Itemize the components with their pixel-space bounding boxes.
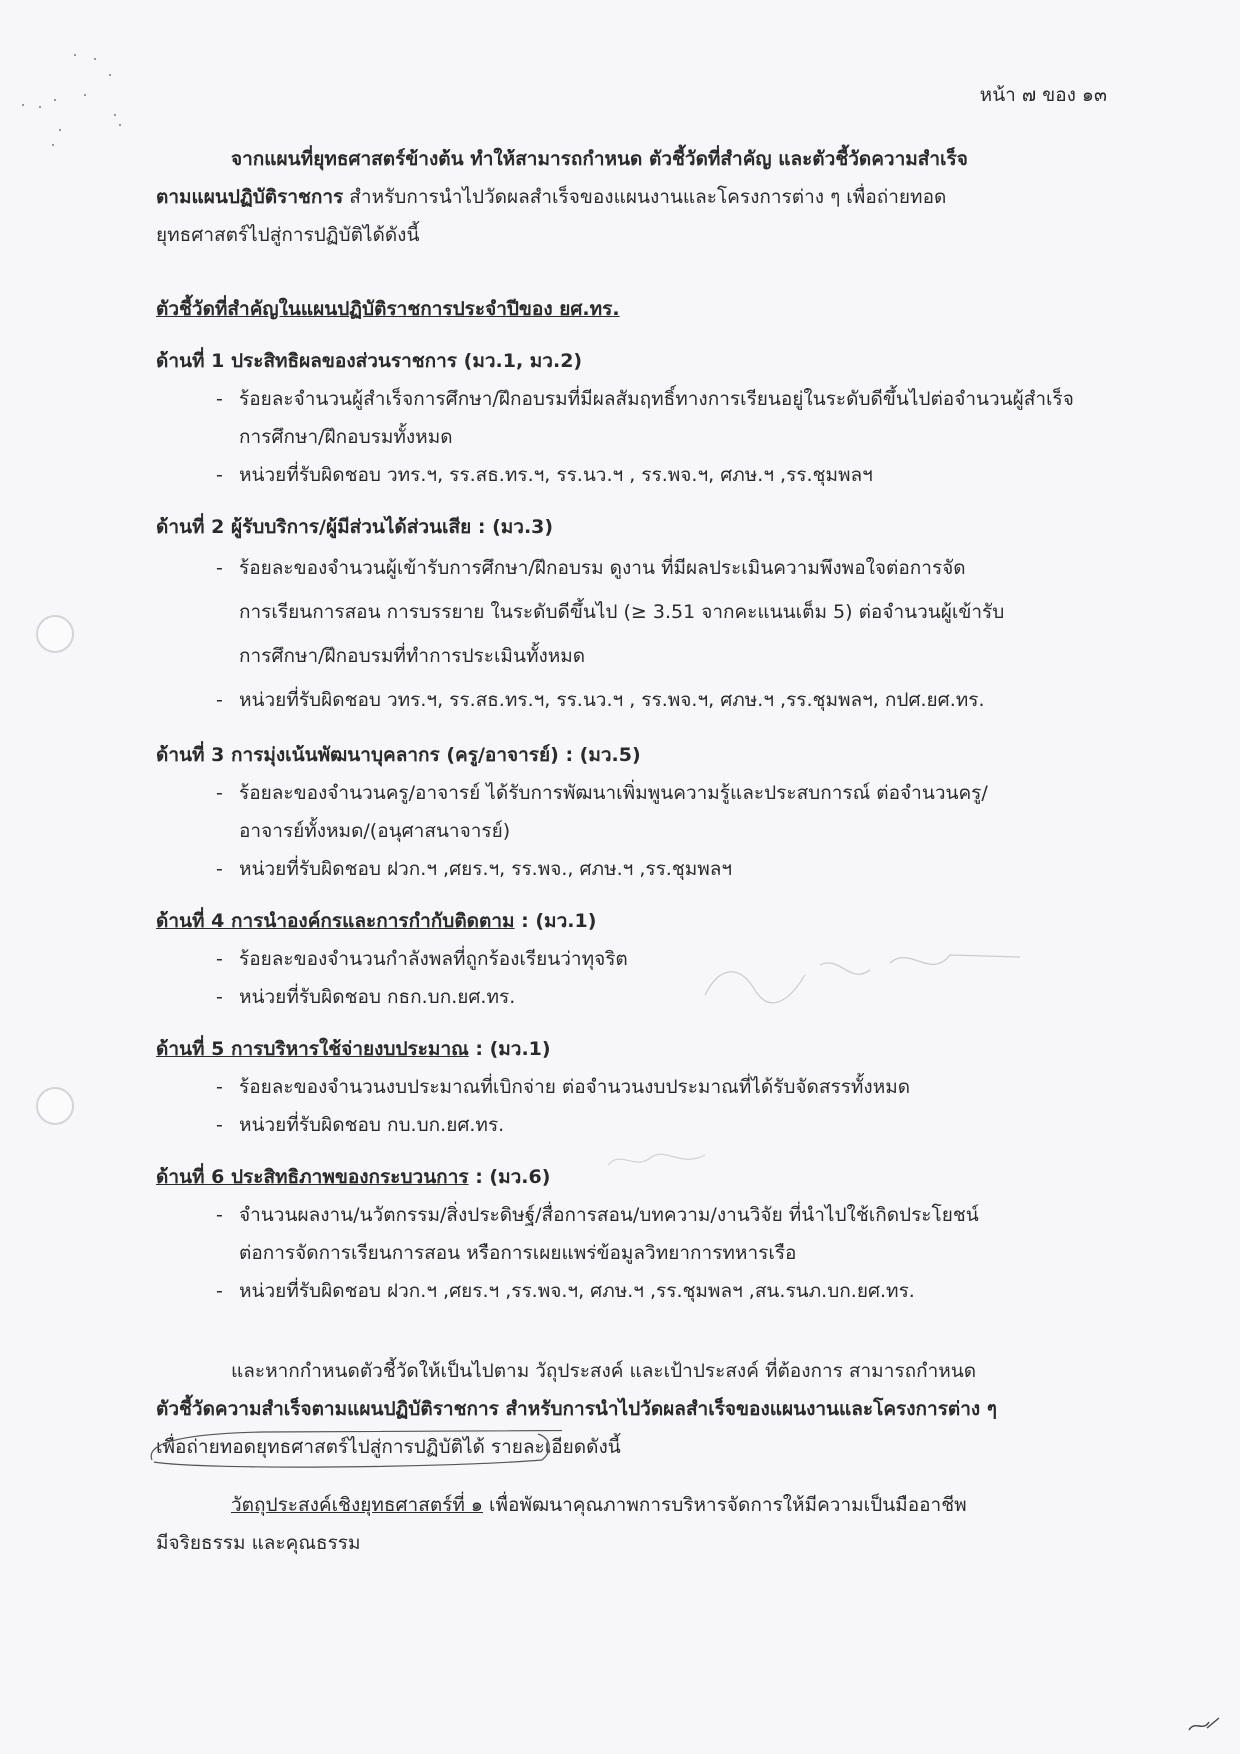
indicator-item: - ร้อยละของจำนวนครู/อาจารย์ ได้รับการพัฒนาเพิ่มพูนความรู้และประสบการณ์ ต่อจำนวนครู/ [216, 782, 988, 804]
punch-hole-top [36, 615, 74, 653]
responsible-item: - หน่วยที่รับผิดชอบ วทร.ฯ, รร.สธ.ทร.ฯ, รร.นว.ฯ , รร.พจ.ฯ, ศภษ.ฯ ,รร.ชุมพลฯ, กปศ.ยศ.ทร. [216, 689, 985, 711]
objective-line-1: วัตถุประสงค์เชิงยุทธศาสตร์ที่ ๑ เพื่อพัฒนาคุณภาพการบริหารจัดการให้มีความเป็นมืออาชีพ [231, 1494, 967, 1516]
indicator-item-cont: ต่อการจัดการเรียนการสอน หรือการเผยแพร่ข้อมูลวิทยาการทหารเรือ [239, 1242, 797, 1264]
closing-line-1: และหากกำหนดตัวชี้วัดให้เป็นไปตาม วัถุประสงค์ และเป้าประสงค์ ที่ต้องการ สามารถกำหนด [231, 1360, 977, 1382]
intro-line-2: ตามแผนปฏิบัติราชการ สำหรับการนำไปวัดผลสำเร็จของแผนงานและโครงการต่าง ๆ เพื่อถ่ายทอด [156, 186, 947, 208]
document-body [156, 140, 1111, 1562]
aspect-title: ด้านที่ 5 การบริหารใช้จ่ายงบประมาณ : (มว.1) [156, 1038, 551, 1060]
aspect-title: ด้านที่ 3 การมุ่งเน้นพัฒนาบุคลากร (ครู/อาจารย์) : (มว.5) [156, 744, 641, 766]
indicator-item-cont: การศึกษา/ฝึกอบรมที่ทำการประเมินทั้งหมด [239, 645, 586, 667]
aspect-4 [156, 902, 1111, 1016]
closing-line-3: เพื่อถ่ายทอดยุทธศาสตร์ไปสู่การปฏิบัติได้ รายละเอียดดังนี้ [156, 1428, 1111, 1466]
pen-circle-annotation [142, 1420, 562, 1474]
initials-mark [1185, 1712, 1225, 1736]
indicator-item-cont: อาจารย์ทั้งหมด/(อนุศาสนาจารย์) [239, 820, 511, 842]
aspect-2 [156, 508, 1111, 722]
indicator-item: - ร้อยละจำนวนผู้สำเร็จการศึกษา/ฝึกอบรมที่มีผลสัมฤทธิ์ทางการเรียนอยู่ในระดับดีขึ้นไปต่อจำนวนผู้สำเร็จ [216, 388, 1074, 410]
scan-speckles [15, 45, 135, 155]
aspect-title: ด้านที่ 1 ประสิทธิผลของส่วนราชการ (มว.1, มว.2) [156, 350, 583, 372]
indicator-item-cont: การเรียนการสอน การบรรยาย ในระดับดีขึ้นไป (≥ 3.51 จากคะแนนเต็ม 5) ต่อจำนวนผู้เข้ารับ [239, 601, 1005, 623]
section-heading: ตัวชี้วัดที่สำคัญในแผนปฏิบัติราชการประจำปีของ ยศ.ทร. [156, 298, 620, 320]
indicator-item: - ร้อยละของจำนวนผู้เข้ารับการศึกษา/ฝึกอบรม ดูงาน ที่มีผลประเมินความพึงพอใจต่อการจัด [216, 557, 966, 579]
indicator-item: - ร้อยละของจำนวนกำลังพลที่ถูกร้องเรียนว่าทุจริต [216, 948, 628, 970]
aspect-title: ด้านที่ 4 การนำองค์กรและการกำกับติดตาม : (มว.1) [156, 910, 597, 932]
closing-line-2: ตัวชี้วัดความสำเร็จตามแผนปฏิบัติราชการ สำหรับการนำไปวัดผลสำเร็จของแผนงานและโครงการต่าง ๆ [156, 1398, 998, 1420]
indicator-item-cont: การศึกษา/ฝึกอบรมทั้งหมด [239, 426, 453, 448]
intro-line-1: จากแผนที่ยุทธศาสตร์ข้างต้น ทำให้สามารถกำหนด ตัวชี้วัดที่สำคัญ และตัวชี้วัดความสำเร็จ [231, 148, 968, 170]
indicator-item: - จำนวนผลงาน/นวัตกรรม/สิ่งประดิษฐ์/สื่อการสอน/บทความ/งานวิจัย ที่นำไปใช้เกิดประโยชน์ [216, 1204, 979, 1226]
responsible-item: - หน่วยที่รับผิดชอบ วทร.ฯ, รร.สธ.ทร.ฯ, รร.นว.ฯ , รร.พจ.ฯ, ศภษ.ฯ ,รร.ชุมพลฯ [216, 464, 873, 486]
indicator-item: - ร้อยละของจำนวนงบประมาณที่เบิกจ่าย ต่อจำนวนงบประมาณที่ได้รับจัดสรรทั้งหมด [216, 1076, 911, 1098]
aspect-1 [156, 342, 1111, 494]
aspect-title: ด้านที่ 2 ผู้รับบริการ/ผู้มีส่วนได้ส่วนเสีย : (มว.3) [156, 516, 554, 538]
aspect-title: ด้านที่ 6 ประสิทธิภาพของกระบวนการ : (มว.6) [156, 1166, 551, 1188]
aspect-6 [156, 1158, 1111, 1310]
responsible-item: - หน่วยที่รับผิดชอบ ฝวก.ฯ ,ศยร.ฯ ,รร.พจ.ฯ, ศภษ.ฯ ,รร.ชุมพลฯ ,สน.รนภ.บก.ยศ.ทร. [216, 1280, 915, 1302]
responsible-item: - หน่วยที่รับผิดชอบ กธก.บก.ยศ.ทร. [216, 986, 516, 1008]
responsible-item: - หน่วยที่รับผิดชอบ กบ.บก.ยศ.ทร. [216, 1114, 505, 1136]
intro-line-3: ยุทธศาสตร์ไปสู่การปฏิบัติได้ดังนี้ [156, 224, 420, 246]
objective-line-2: มีจริยธรรม และคุณธรรม [156, 1532, 361, 1554]
aspect-3 [156, 736, 1111, 888]
aspect-5 [156, 1030, 1111, 1144]
page-number: หน้า ๗ ของ ๑๓ [979, 84, 1107, 106]
punch-hole-bottom [36, 1087, 74, 1125]
responsible-item: - หน่วยที่รับผิดชอบ ฝวก.ฯ ,ศยร.ฯ, รร.พจ., ศภษ.ฯ ,รร.ชุมพลฯ [216, 858, 733, 880]
